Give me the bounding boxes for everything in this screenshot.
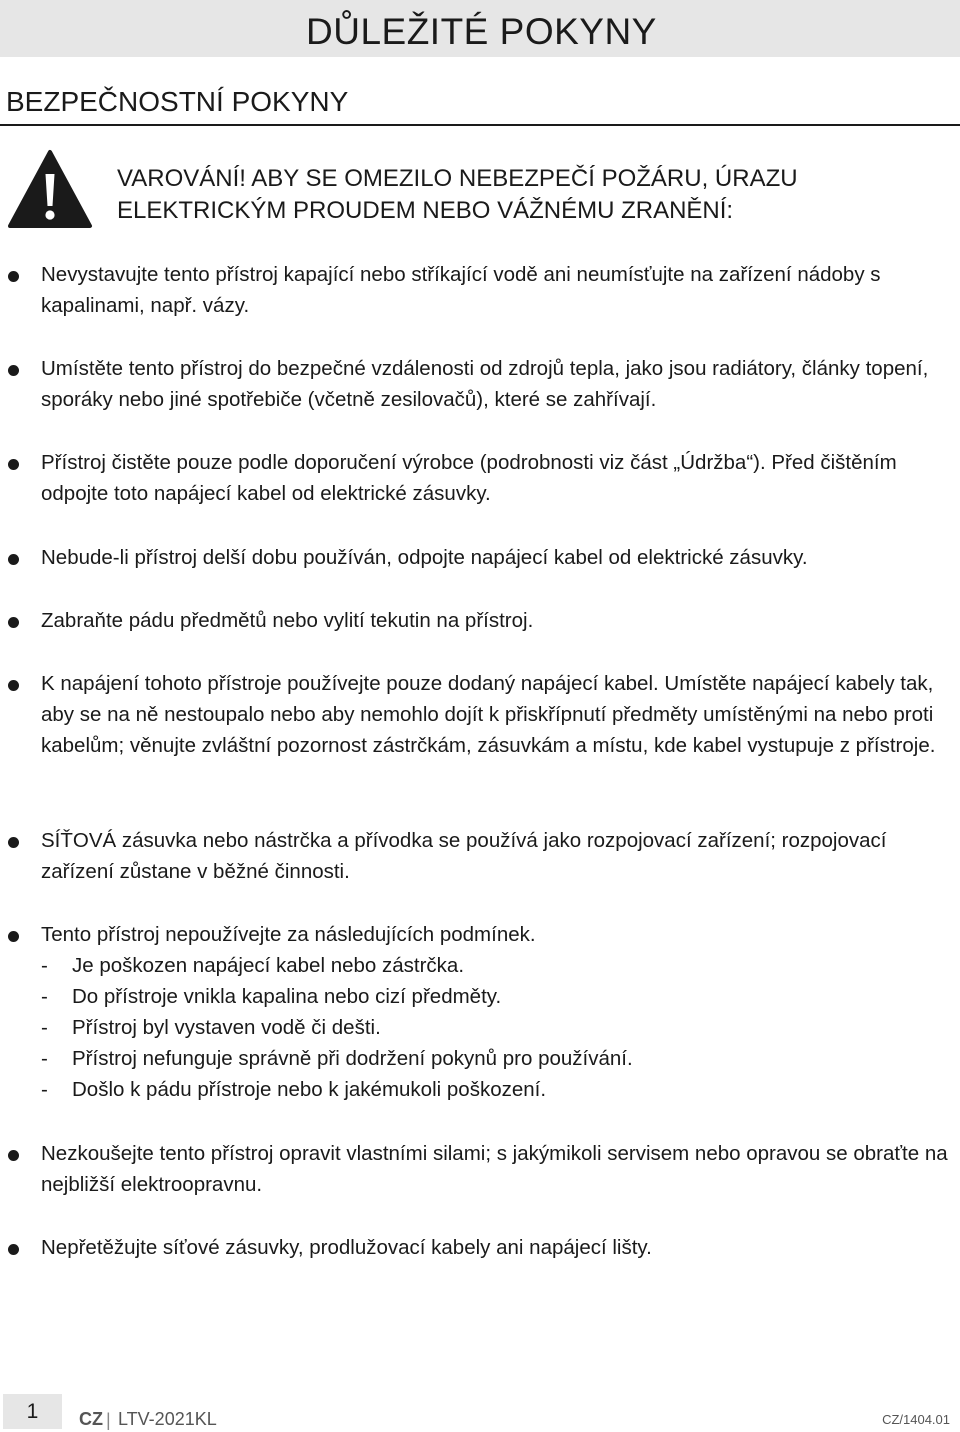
list-item-text: Umístěte tento přístroj do bezpečné vzdálenosti od zdrojů tepla, jako jsou radiátory, články topení, sporáky nebo jiné spotřebiče (včetně zesilovačů), které se zahřívají. [41,357,929,411]
warning-line-2: ELEKTRICKÝM PROUDEM NEBO VÁŽNÉMU ZRANĚNÍ: [117,197,734,224]
section-divider [0,124,960,126]
dash-marker: - [41,985,48,1008]
dash-marker: - [41,1078,48,1101]
warning-triangle-icon [7,148,93,230]
warning-line-1: VAROVÁNÍ! ABY SE OMEZILO NEBEZPEČÍ POŽÁRU, ÚRAZU [117,165,798,192]
list-item-body [41,919,953,1105]
bullet-icon [8,365,19,376]
sublist-item-text: Do přístroje vnikla kapalina nebo cizí předměty. [72,985,502,1008]
list-item-text: K napájení tohoto přístroje používejte pouze dodaný napájecí kabel. Umístěte napájecí kabely tak, aby se na ně nestoupalo nebo aby nemohlo dojít k přiskřípnutí předměty umístěnými na nebo proti kabelům; věnujte zvláštní pozornost zástrčkám, zásuvkám a místu, kde kabel vystupuje z přístroje. [41,672,936,757]
bullet-icon [8,680,19,691]
bullet-icon [8,459,19,470]
page-number: 1 [26,1400,39,1423]
bullet-icon [8,271,19,282]
sublist-item-text: Přístroj nefunguje správně při dodržení pokynů pro používání. [72,1047,633,1070]
list-item-text: Nepřetěžujte síťové zásuvky, prodlužovací kabely ani napájecí lišty. [41,1236,652,1259]
bullet-icon [8,1244,19,1255]
footer-language: CZ [79,1409,103,1429]
section-title: BEZPEČNOSTNÍ POKYNY [6,86,349,117]
bullet-icon [8,554,19,565]
footer-separator: | [106,1410,111,1430]
list-item-text: SÍŤOVÁ zásuvka nebo nástrčka a přívodka se používá jako rozpojovací zařízení; rozpojovací zařízení zůstane v běžné činnosti. [41,829,887,883]
bullet-icon [8,931,19,942]
bullet-icon [8,617,19,628]
sublist-item [41,1012,953,1043]
dash-marker: - [41,1016,48,1039]
sublist-item [41,1043,953,1074]
list-item-text: Nebude-li přístroj delší dobu používán, odpojte napájecí kabel od elektrické zásuvky. [41,546,808,569]
list-item-text: Přístroj čistěte pouze podle doporučení výrobce (podrobnosti viz část „Údržba“). Před čištěním odpojte toto napájecí kabel od elektrické zásuvky. [41,451,897,505]
list-item-text: Nezkoušejte tento přístroj opravit vlastními silami; s jakýmikoli servisem nebo opravou se obraťte na nejbližší elektroopravnu. [41,1142,948,1196]
condition-sublist [41,950,953,1105]
list-item-text: Tento přístroj nepoužívejte za následujících podmínek. [41,923,536,946]
sublist-item [41,981,953,1012]
page-title: DŮLEŽITÉ POKYNY [306,11,657,52]
footer-code: CZ/1404.01 [882,1412,950,1427]
sublist-item [41,950,953,981]
list-item-text: Nevystavujte tento přístroj kapající nebo stříkající vodě ani neumísťujte na zařízení nádoby s kapalinami, např. vázy. [41,263,881,317]
dash-marker: - [41,954,48,977]
sublist-item-text: Přístroj byl vystaven vodě či dešti. [72,1016,381,1039]
dash-marker: - [41,1047,48,1070]
list-item-text: Zabraňte pádu předmětů nebo vylití tekutin na přístroj. [41,609,534,632]
bullet-icon [8,837,19,848]
sublist-item-text: Došlo k pádu přístroje nebo k jakémukoli poškození. [72,1078,547,1101]
bullet-icon [8,1150,19,1161]
sublist-item-text: Je poškozen napájecí kabel nebo zástrčka. [72,954,465,977]
warning-heading [117,163,937,227]
footer-model: LTV-2021KL [118,1409,217,1429]
sublist-item [41,1074,953,1105]
page-number-box [3,1394,62,1429]
